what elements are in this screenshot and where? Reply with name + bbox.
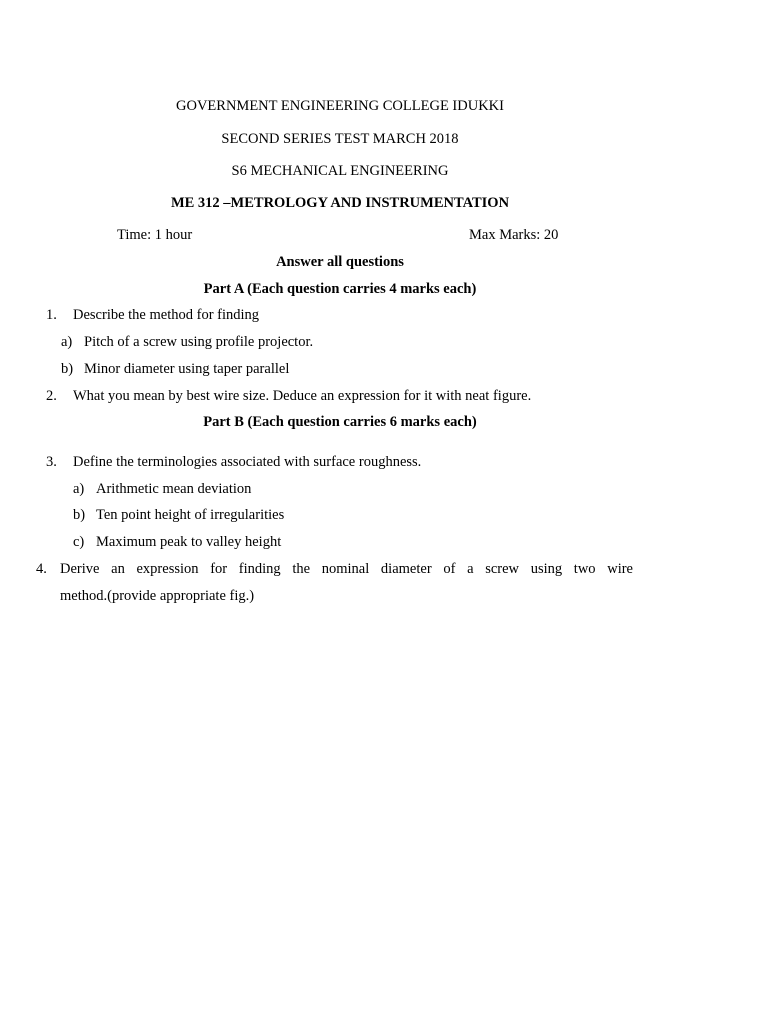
subpart-text: Pitch of a screw using profile projector. [84,334,314,350]
college-name: GOVERNMENT ENGINEERING COLLEGE IDUKKI [176,98,504,114]
part-b-title: Part B (Each question carries 6 marks each) [203,414,477,430]
question-number: 1. [46,307,57,323]
subpart-text: Ten point height of irregularities [96,507,285,523]
subpart-label: c) [73,534,85,550]
max-marks: Max Marks: 20 [469,227,559,243]
course-title: ME 312 –METROLOGY AND INSTRUMENTATION [170,195,510,211]
question-number: 2. [46,388,57,404]
subpart-text: Arithmetic mean deviation [96,481,252,497]
subpart-label: b) [61,361,74,377]
question-number: 4. [36,561,47,577]
question-number: 3. [46,454,57,470]
exam-time: Time: 1 hour [117,227,193,243]
subpart-label: a) [61,334,73,350]
instruction: Answer all questions [276,254,404,270]
question-text-line-1: Derive an expression for finding the nominal diameter of a screw using two wire [60,561,633,577]
question-text: Define the terminologies associated with surface roughness. [73,454,422,470]
question-text-line-2: method.(provide appropriate fig.) [60,588,255,604]
part-a-title: Part A (Each question carries 4 marks each) [203,281,477,297]
question-text: What you mean by best wire size. Deduce an expression for it with neat figure. [73,388,532,404]
subpart-label: b) [73,507,86,523]
subpart-text: Maximum peak to valley height [96,534,282,550]
question-text: Describe the method for finding [73,307,260,323]
subpart-text: Minor diameter using taper parallel [84,361,290,377]
exam-title: SECOND SERIES TEST MARCH 2018 [221,131,459,147]
branch-title: S6 MECHANICAL ENGINEERING [231,163,449,179]
subpart-label: a) [73,481,85,497]
